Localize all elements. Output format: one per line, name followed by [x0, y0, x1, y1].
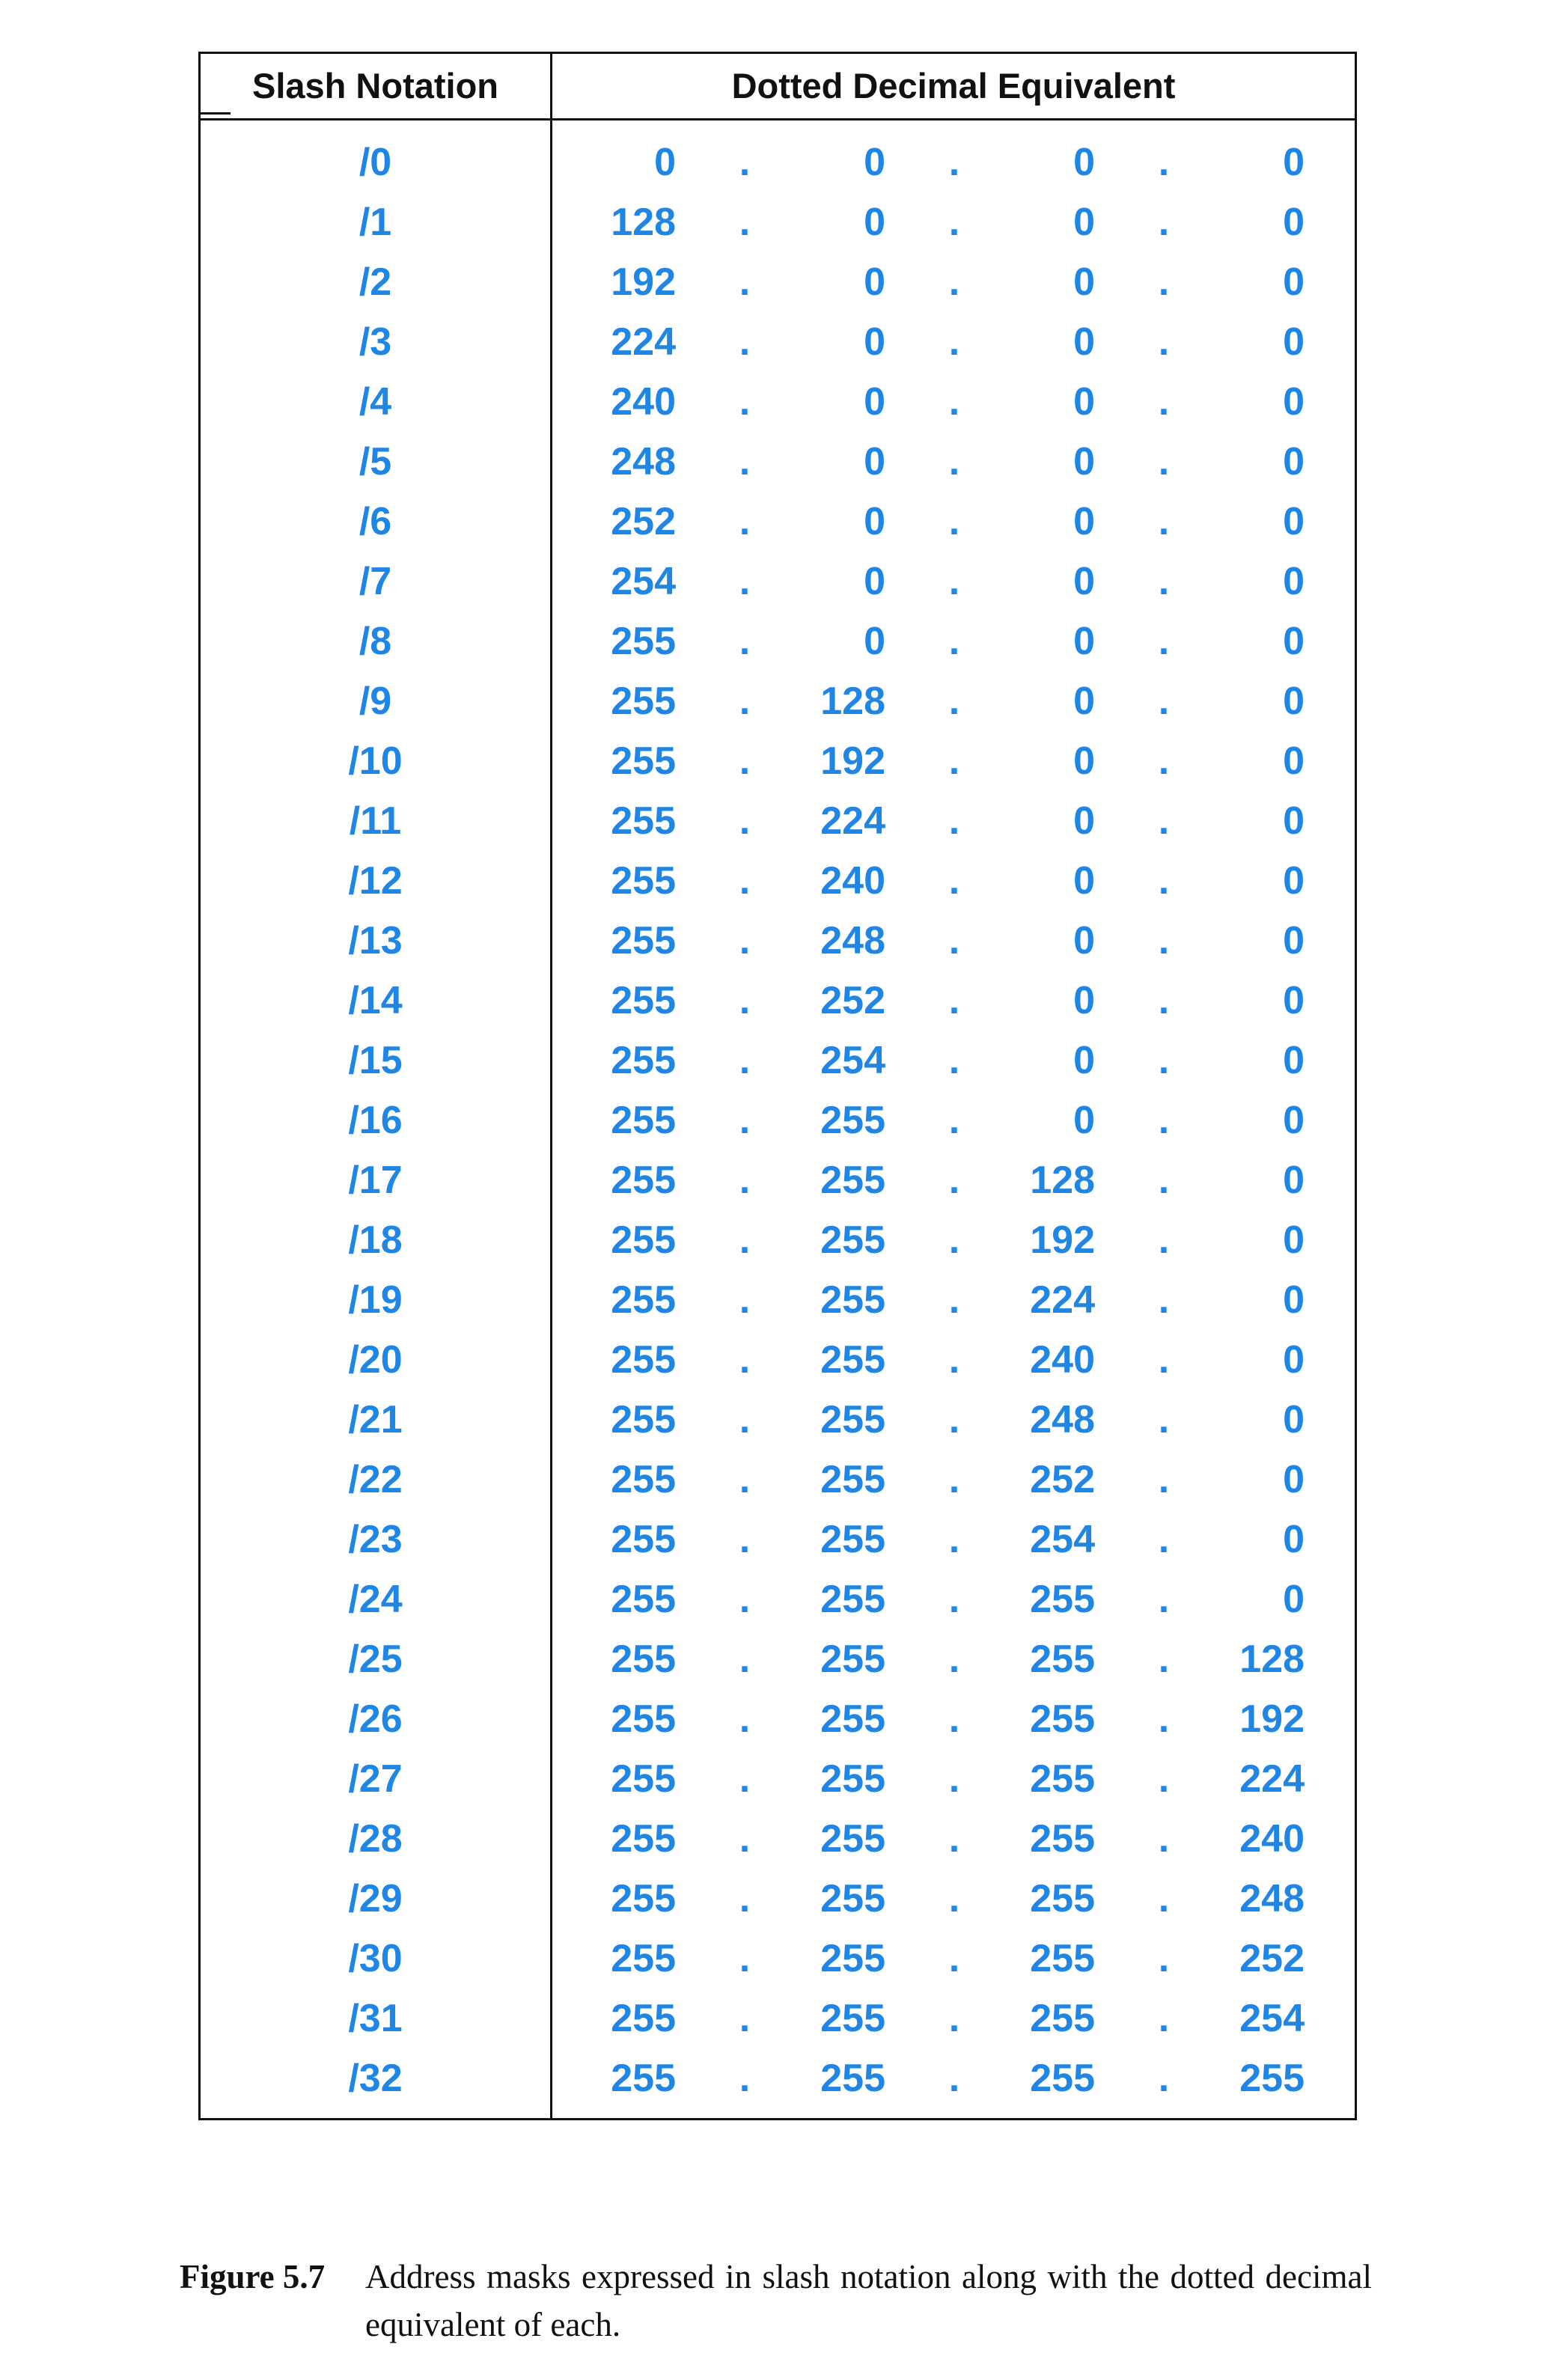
octet-4-cell: 0	[1283, 201, 1305, 244]
octet-2-cell: 224	[820, 799, 885, 843]
octet-separator: .	[948, 799, 960, 843]
octet-separator: .	[1158, 1937, 1170, 1980]
octet-separator: .	[739, 1757, 751, 1801]
octet-separator: .	[948, 320, 960, 364]
octet-3-cell: 252	[1030, 1458, 1095, 1501]
octet-4-cell: 0	[1283, 1578, 1305, 1621]
octet-2-cell: 0	[864, 440, 885, 483]
octet-3-cell: 255	[1030, 1578, 1095, 1621]
octet-separator: .	[739, 1578, 751, 1621]
octet-separator: .	[1158, 141, 1170, 184]
octet-2-cell: 0	[864, 320, 885, 364]
octet-1-cell: 255	[611, 2057, 676, 2100]
octet-separator: .	[1158, 680, 1170, 723]
octet-2-cell: 255	[820, 1697, 885, 1741]
octet-3-cell: 0	[1073, 1039, 1095, 1082]
octet-separator: .	[739, 380, 751, 424]
octet-separator: .	[739, 1458, 751, 1501]
octet-4-cell: 0	[1283, 1338, 1305, 1382]
octet-3-cell: 255	[1030, 1697, 1095, 1741]
octet-1-cell: 255	[611, 1877, 676, 1920]
slash-notation-cell: /21	[348, 1398, 403, 1441]
address-mask-table	[198, 52, 1357, 2120]
header-rule	[201, 118, 1355, 120]
octet-separator: .	[1158, 1218, 1170, 1262]
octet-4-cell: 254	[1239, 1997, 1305, 2040]
octet-separator: .	[948, 260, 960, 304]
octet-separator: .	[1158, 1278, 1170, 1322]
octet-separator: .	[739, 739, 751, 783]
octet-2-cell: 254	[820, 1039, 885, 1082]
octet-separator: .	[948, 2057, 960, 2100]
octet-separator: .	[948, 1997, 960, 2040]
slash-notation-cell: /32	[348, 2057, 403, 2100]
octet-separator: .	[948, 919, 960, 962]
octet-1-cell: 255	[611, 1278, 676, 1322]
octet-separator: .	[1158, 919, 1170, 962]
slash-notation-cell: /29	[348, 1877, 403, 1920]
octet-separator: .	[739, 1638, 751, 1681]
octet-separator: .	[739, 1278, 751, 1322]
octet-4-cell: 0	[1283, 1218, 1305, 1262]
octet-separator: .	[739, 260, 751, 304]
octet-3-cell: 0	[1073, 1099, 1095, 1142]
octet-separator: .	[739, 1398, 751, 1441]
octet-3-cell: 0	[1073, 260, 1095, 304]
octet-4-cell: 248	[1239, 1877, 1305, 1920]
slash-notation-cell: /19	[348, 1278, 403, 1322]
caption-text: Address masks expressed in slash notation along with the dotted decimal equivalent of each.	[365, 2258, 1372, 2343]
octet-separator: .	[1158, 739, 1170, 783]
slash-notation-cell: /13	[348, 919, 403, 962]
octet-2-cell: 252	[820, 979, 885, 1022]
octet-1-cell: 128	[611, 201, 676, 244]
octet-2-cell: 255	[820, 1338, 885, 1382]
octet-separator: .	[948, 201, 960, 244]
octet-separator: .	[948, 1159, 960, 1202]
octet-1-cell: 248	[611, 440, 676, 483]
octet-separator: .	[948, 979, 960, 1022]
octet-separator: .	[739, 1997, 751, 2040]
octet-1-cell: 255	[611, 1757, 676, 1801]
octet-2-cell: 255	[820, 1099, 885, 1142]
octet-separator: .	[739, 979, 751, 1022]
octet-separator: .	[1158, 500, 1170, 543]
octet-3-cell: 255	[1030, 1757, 1095, 1801]
slash-notation-cell: /8	[359, 620, 392, 663]
octet-separator: .	[1158, 1697, 1170, 1741]
octet-4-cell: 0	[1283, 380, 1305, 424]
octet-4-cell: 0	[1283, 1458, 1305, 1501]
octet-separator: .	[948, 1638, 960, 1681]
octet-4-cell: 128	[1239, 1638, 1305, 1681]
octet-3-cell: 0	[1073, 320, 1095, 364]
octet-separator: .	[1158, 260, 1170, 304]
slash-notation-cell: /18	[348, 1218, 403, 1262]
octet-separator: .	[948, 141, 960, 184]
octet-4-cell: 0	[1283, 799, 1305, 843]
octet-separator: .	[948, 1039, 960, 1082]
octet-2-cell: 255	[820, 1578, 885, 1621]
octet-separator: .	[739, 500, 751, 543]
octet-3-cell: 255	[1030, 2057, 1095, 2100]
octet-1-cell: 255	[611, 680, 676, 723]
octet-separator: .	[739, 560, 751, 603]
octet-2-cell: 255	[820, 1518, 885, 1561]
octet-separator: .	[948, 620, 960, 663]
octet-1-cell: 255	[611, 1218, 676, 1262]
octet-separator: .	[948, 1697, 960, 1741]
octet-separator: .	[739, 620, 751, 663]
octet-4-cell: 0	[1283, 1159, 1305, 1202]
slash-notation-cell: /16	[348, 1099, 403, 1142]
octet-4-cell: 0	[1283, 1398, 1305, 1441]
octet-separator: .	[948, 1817, 960, 1861]
octet-separator: .	[1158, 1578, 1170, 1621]
octet-separator: .	[739, 919, 751, 962]
octet-separator: .	[948, 1757, 960, 1801]
octet-separator: .	[739, 1937, 751, 1980]
octet-3-cell: 224	[1030, 1278, 1095, 1322]
octet-3-cell: 0	[1073, 500, 1095, 543]
octet-1-cell: 252	[611, 500, 676, 543]
octet-3-cell: 128	[1030, 1159, 1095, 1202]
octet-2-cell: 240	[820, 859, 885, 903]
octet-3-cell: 240	[1030, 1338, 1095, 1382]
slash-notation-cell: /11	[349, 799, 402, 843]
octet-separator: .	[1158, 2057, 1170, 2100]
octet-separator: .	[948, 1099, 960, 1142]
octet-separator: .	[1158, 620, 1170, 663]
octet-4-cell: 0	[1283, 260, 1305, 304]
octet-3-cell: 0	[1073, 859, 1095, 903]
octet-3-cell: 0	[1073, 620, 1095, 663]
octet-2-cell: 0	[864, 380, 885, 424]
octet-separator: .	[948, 440, 960, 483]
octet-3-cell: 0	[1073, 440, 1095, 483]
octet-2-cell: 0	[864, 201, 885, 244]
octet-separator: .	[739, 440, 751, 483]
octet-4-cell: 0	[1283, 1099, 1305, 1142]
octet-separator: .	[739, 1159, 751, 1202]
table-row	[201, 2057, 1355, 2138]
octet-separator: .	[948, 680, 960, 723]
octet-3-cell: 255	[1030, 1997, 1095, 2040]
octet-4-cell: 0	[1283, 739, 1305, 783]
octet-1-cell: 224	[611, 320, 676, 364]
octet-separator: .	[1158, 1877, 1170, 1920]
octet-separator: .	[1158, 1997, 1170, 2040]
octet-1-cell: 255	[611, 620, 676, 663]
octet-separator: .	[1158, 1099, 1170, 1142]
octet-1-cell: 254	[611, 560, 676, 603]
octet-3-cell: 254	[1030, 1518, 1095, 1561]
octet-separator: .	[1158, 1039, 1170, 1082]
octet-2-cell: 255	[820, 2057, 885, 2100]
octet-1-cell: 255	[611, 1518, 676, 1561]
slash-notation-cell: /26	[348, 1697, 403, 1741]
octet-separator: .	[948, 1937, 960, 1980]
octet-separator: .	[739, 859, 751, 903]
octet-3-cell: 192	[1030, 1218, 1095, 1262]
octet-1-cell: 255	[611, 1578, 676, 1621]
octet-2-cell: 0	[864, 560, 885, 603]
octet-4-cell: 224	[1239, 1757, 1305, 1801]
octet-4-cell: 0	[1283, 560, 1305, 603]
octet-3-cell: 0	[1073, 799, 1095, 843]
octet-2-cell: 128	[820, 680, 885, 723]
octet-1-cell: 255	[611, 1937, 676, 1980]
octet-1-cell: 255	[611, 1997, 676, 2040]
octet-1-cell: 255	[611, 1458, 676, 1501]
octet-separator: .	[1158, 440, 1170, 483]
octet-separator: .	[948, 1518, 960, 1561]
octet-separator: .	[1158, 1757, 1170, 1801]
octet-4-cell: 240	[1239, 1817, 1305, 1861]
octet-2-cell: 255	[820, 1278, 885, 1322]
figure-caption	[180, 2253, 1377, 2349]
octet-4-cell: 0	[1283, 1278, 1305, 1322]
slash-notation-cell: /24	[348, 1578, 403, 1621]
octet-separator: .	[948, 1278, 960, 1322]
octet-1-cell: 255	[611, 1338, 676, 1382]
octet-4-cell: 0	[1283, 979, 1305, 1022]
octet-3-cell: 255	[1030, 1937, 1095, 1980]
octet-separator: .	[948, 1218, 960, 1262]
octet-4-cell: 0	[1283, 620, 1305, 663]
octet-3-cell: 0	[1073, 979, 1095, 1022]
octet-2-cell: 255	[820, 1997, 885, 2040]
octet-separator: .	[739, 1817, 751, 1861]
octet-1-cell: 0	[654, 141, 676, 184]
octet-separator: .	[1158, 1338, 1170, 1382]
header-dotted-decimal: Dotted Decimal Equivalent	[731, 66, 1176, 106]
octet-2-cell: 0	[864, 141, 885, 184]
slash-notation-cell: /7	[359, 560, 392, 603]
octet-4-cell: 0	[1283, 320, 1305, 364]
octet-3-cell: 0	[1073, 680, 1095, 723]
octet-3-cell: 0	[1073, 560, 1095, 603]
octet-separator: .	[739, 320, 751, 364]
octet-1-cell: 255	[611, 739, 676, 783]
slash-notation-cell: /30	[348, 1937, 403, 1980]
slash-notation-cell: /9	[359, 680, 392, 723]
octet-separator: .	[739, 1338, 751, 1382]
octet-separator: .	[1158, 1638, 1170, 1681]
octet-2-cell: 255	[820, 1458, 885, 1501]
octet-2-cell: 0	[864, 620, 885, 663]
octet-4-cell: 0	[1283, 859, 1305, 903]
slash-notation-cell: /4	[359, 380, 392, 424]
octet-separator: .	[1158, 1817, 1170, 1861]
octet-1-cell: 240	[611, 380, 676, 424]
slash-notation-cell: /27	[348, 1757, 403, 1801]
slash-notation-cell: /31	[348, 1997, 403, 2040]
octet-2-cell: 255	[820, 1398, 885, 1441]
octet-2-cell: 255	[820, 1877, 885, 1920]
octet-separator: .	[739, 1039, 751, 1082]
octet-4-cell: 0	[1283, 440, 1305, 483]
octet-separator: .	[948, 1578, 960, 1621]
octet-2-cell: 255	[820, 1937, 885, 1980]
octet-separator: .	[948, 1338, 960, 1382]
octet-1-cell: 255	[611, 919, 676, 962]
octet-4-cell: 0	[1283, 919, 1305, 962]
slash-notation-cell: /2	[359, 260, 392, 304]
octet-1-cell: 255	[611, 859, 676, 903]
octet-4-cell: 0	[1283, 1518, 1305, 1561]
octet-separator: .	[1158, 1518, 1170, 1561]
octet-3-cell: 255	[1030, 1638, 1095, 1681]
octet-2-cell: 255	[820, 1817, 885, 1861]
octet-separator: .	[1158, 1458, 1170, 1501]
octet-1-cell: 255	[611, 1099, 676, 1142]
octet-separator: .	[739, 2057, 751, 2100]
octet-separator: .	[948, 380, 960, 424]
slash-notation-cell: /6	[359, 500, 392, 543]
octet-2-cell: 192	[820, 739, 885, 783]
octet-3-cell: 0	[1073, 201, 1095, 244]
octet-4-cell: 255	[1239, 2057, 1305, 2100]
octet-separator: .	[739, 1877, 751, 1920]
caption-label: Figure 5.7	[180, 2258, 326, 2295]
slash-notation-cell: /12	[348, 859, 403, 903]
octet-2-cell: 0	[864, 500, 885, 543]
octet-separator: .	[948, 739, 960, 783]
slash-notation-cell: /23	[348, 1518, 403, 1561]
octet-4-cell: 192	[1239, 1697, 1305, 1741]
octet-1-cell: 255	[611, 799, 676, 843]
slash-notation-cell: /15	[348, 1039, 403, 1082]
slash-notation-cell: /10	[348, 739, 403, 783]
octet-4-cell: 0	[1283, 1039, 1305, 1082]
octet-3-cell: 248	[1030, 1398, 1095, 1441]
octet-separator: .	[948, 1458, 960, 1501]
octet-separator: .	[739, 1099, 751, 1142]
octet-3-cell: 255	[1030, 1817, 1095, 1861]
octet-separator: .	[948, 1398, 960, 1441]
octet-3-cell: 0	[1073, 141, 1095, 184]
octet-1-cell: 192	[611, 260, 676, 304]
octet-separator: .	[1158, 1398, 1170, 1441]
octet-3-cell: 0	[1073, 919, 1095, 962]
octet-1-cell: 255	[611, 1638, 676, 1681]
octet-separator: .	[739, 201, 751, 244]
octet-separator: .	[948, 560, 960, 603]
octet-separator: .	[1158, 320, 1170, 364]
octet-1-cell: 255	[611, 979, 676, 1022]
octet-separator: .	[948, 1877, 960, 1920]
octet-separator: .	[1158, 380, 1170, 424]
slash-notation-cell: /1	[359, 201, 392, 244]
octet-1-cell: 255	[611, 1398, 676, 1441]
octet-separator: .	[948, 859, 960, 903]
octet-2-cell: 255	[820, 1218, 885, 1262]
octet-2-cell: 0	[864, 260, 885, 304]
octet-separator: .	[739, 1218, 751, 1262]
slash-notation-cell: /22	[348, 1458, 403, 1501]
octet-1-cell: 255	[611, 1817, 676, 1861]
octet-separator: .	[739, 1697, 751, 1741]
slash-notation-cell: /17	[348, 1159, 403, 1202]
octet-2-cell: 255	[820, 1757, 885, 1801]
slash-notation-cell: /5	[359, 440, 392, 483]
octet-2-cell: 255	[820, 1638, 885, 1681]
octet-4-cell: 252	[1239, 1937, 1305, 1980]
octet-4-cell: 0	[1283, 500, 1305, 543]
octet-3-cell: 0	[1073, 380, 1095, 424]
slash-notation-cell: /28	[348, 1817, 403, 1861]
slash-notation-cell: /14	[348, 979, 403, 1022]
slash-notation-cell: /25	[348, 1638, 403, 1681]
octet-separator: .	[1158, 560, 1170, 603]
octet-separator: .	[1158, 859, 1170, 903]
slash-notation-cell: /0	[359, 141, 392, 184]
slash-notation-cell: /3	[359, 320, 392, 364]
octet-separator: .	[1158, 799, 1170, 843]
octet-3-cell: 0	[1073, 739, 1095, 783]
octet-1-cell: 255	[611, 1697, 676, 1741]
octet-separator: .	[739, 141, 751, 184]
octet-separator: .	[739, 680, 751, 723]
octet-4-cell: 0	[1283, 680, 1305, 723]
octet-1-cell: 255	[611, 1159, 676, 1202]
octet-4-cell: 0	[1283, 141, 1305, 184]
octet-separator: .	[739, 799, 751, 843]
octet-1-cell: 255	[611, 1039, 676, 1082]
octet-separator: .	[1158, 201, 1170, 244]
octet-2-cell: 255	[820, 1159, 885, 1202]
octet-separator: .	[1158, 979, 1170, 1022]
header-slash-notation: Slash Notation	[251, 66, 499, 106]
octet-2-cell: 248	[820, 919, 885, 962]
octet-separator: .	[1158, 1159, 1170, 1202]
octet-3-cell: 255	[1030, 1877, 1095, 1920]
octet-separator: .	[739, 1518, 751, 1561]
slash-notation-cell: /20	[348, 1338, 403, 1382]
octet-separator: .	[948, 500, 960, 543]
